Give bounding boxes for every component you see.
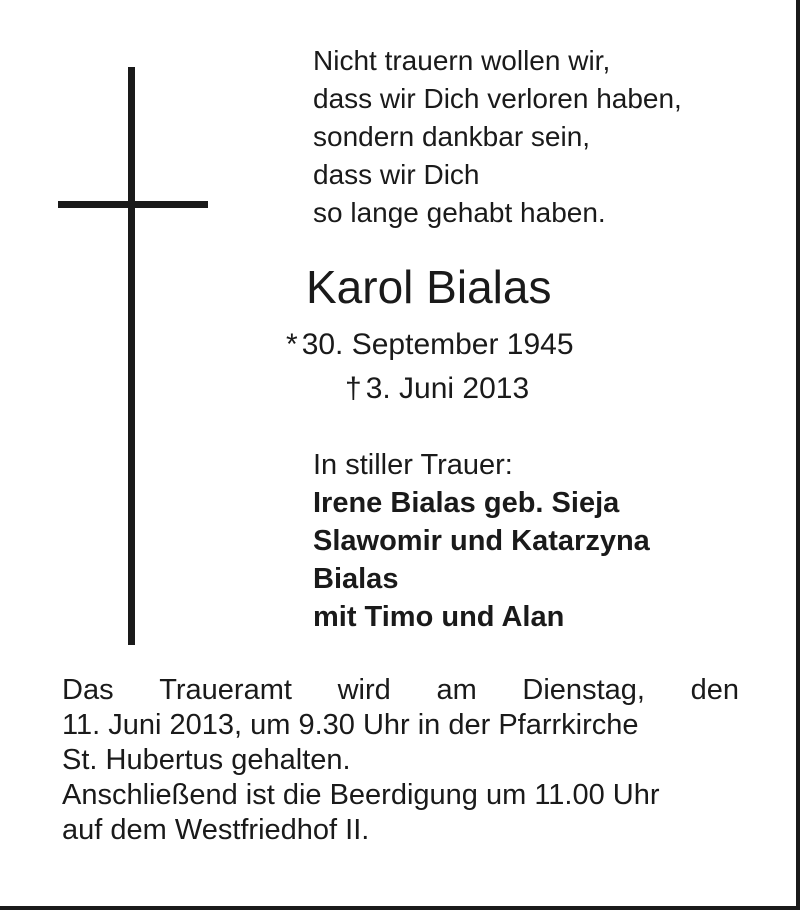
birth-date-line xyxy=(286,324,574,366)
service-line: auf dem Westfriedhof II. xyxy=(62,814,370,846)
mourner-name: Bialas xyxy=(313,563,399,595)
mourner-name: Slawomir und Katarzyna xyxy=(313,525,650,557)
service-word: wird xyxy=(337,674,391,706)
birth-symbol: * xyxy=(286,328,298,361)
poem-line: Nicht trauern wollen wir, xyxy=(313,45,611,76)
poem-line: dass wir Dich verloren haben, xyxy=(313,83,682,114)
birth-date: 30. September 1945 xyxy=(301,328,574,361)
service-word: am xyxy=(436,674,477,706)
service-line: Anschließend ist die Beerdigung um 11.00 Uhr xyxy=(62,779,660,811)
cross-icon-bar xyxy=(58,201,208,208)
poem-line: so lange gehabt haben. xyxy=(313,197,606,228)
death-date-line xyxy=(345,368,529,410)
service-line xyxy=(62,673,739,708)
mourner-name: mit Timo und Alan xyxy=(313,601,565,633)
service-word: den xyxy=(690,674,739,706)
mourners-block xyxy=(313,446,783,636)
cross-icon xyxy=(128,67,135,645)
service-word: Das xyxy=(62,674,114,706)
mourners-intro: In stiller Trauer: xyxy=(313,449,513,481)
service-announcement xyxy=(62,673,739,848)
death-date: 3. Juni 2013 xyxy=(365,372,530,405)
service-line: St. Hubertus gehalten. xyxy=(62,744,351,776)
service-line: 11. Juni 2013, um 9.30 Uhr in der Pfarrkirche xyxy=(62,709,639,741)
deceased-name: Karol Bialas xyxy=(306,261,552,313)
death-symbol: † xyxy=(345,372,362,405)
poem xyxy=(313,42,783,232)
poem-line: sondern dankbar sein, xyxy=(313,121,591,152)
service-word: Traueramt xyxy=(159,674,292,706)
service-word: Dienstag, xyxy=(522,674,645,706)
poem-line: dass wir Dich xyxy=(313,159,480,190)
mourner-name: Irene Bialas geb. Sieja xyxy=(313,487,620,519)
